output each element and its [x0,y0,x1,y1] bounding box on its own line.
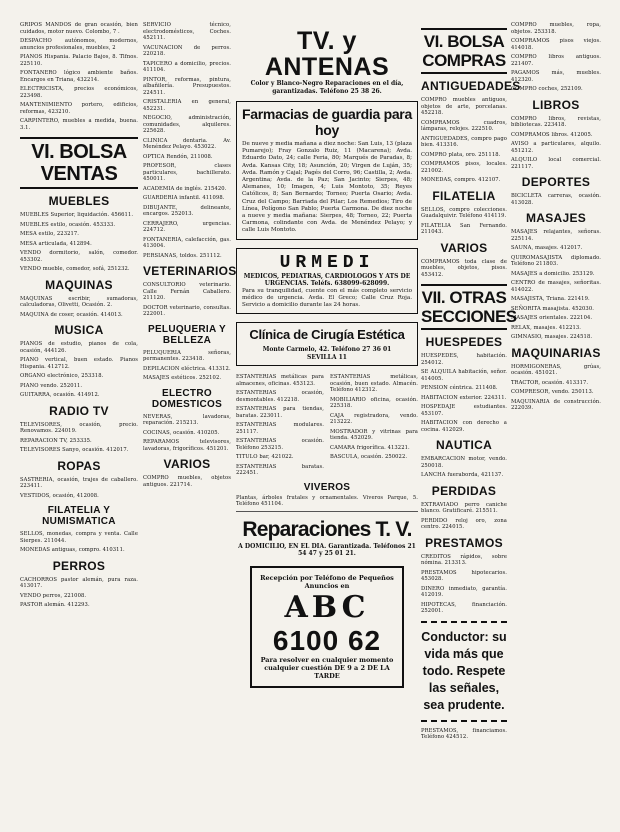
classified-ad: GUITARRA, ocasión. 414912. [20,392,100,398]
category-heading: NAUTICA [435,438,493,452]
classified-ad: HABITACION exterior. 224311. [421,394,507,401]
classified-ad: BICICLETA carreras, ocasión. 413028. [511,193,601,206]
classified-ad: COMPRO coches, 252109. [511,86,583,92]
category-heading: PERDIDAS [431,483,497,498]
category-heading: ROPAS [57,458,101,473]
viveros-title: VIVEROS [303,481,351,493]
classified-ad: QUIROMASAJISTA diplomado. Teléfono 211803. [511,254,601,267]
classified-ad: MAQUINARIA de construcción. 222039. [511,398,601,411]
classified-ad: CARPINTERO, muebles a medida, buena. 3.1. [20,118,138,131]
classified-ad: GUARDERIA infantil. 411098. [143,195,225,201]
farmacias-title: Farmacias de guardia para hoy [242,106,412,138]
classified-ad: VACUNACION de perros. 220218. [143,44,231,57]
classified-ad: PIANO vertical, buen estado. Pianos Hispania. 412712. [20,357,138,370]
classified-ad: GRIPOS MANDOS de gran ocasión, bien cuidados, motor nuevo. Colombo, 7 . [20,22,138,35]
classified-ad: COMPRO libros, revistas, bibliotecas. 223418. [511,115,601,128]
classified-ad: ESTANTERIAS ocasión. Teléfono 253215. [236,438,324,451]
category-heading: MASAJES [525,211,587,225]
classified-ad: ACADEMIA de inglés. 215420. [143,185,227,192]
column-4 [421,22,521,828]
urmedi-title: URMEDI [279,252,375,273]
classified-ad: MAQUINAS escribir, sumadoras, calculadoras, Olivetti, Ocasión. 2. [20,295,138,308]
urmedi-subtitle: MEDICOS, PEDIATRAS, CARDIOLOGOS Y ATS DE URGENCIAS. Teléfs. 638099-628099. [243,272,411,288]
classified-ad: PRESTAMOS hipotecarios. 453028. [421,569,507,582]
classified-ad: PELUQUERIA señoras, permanentes. 223418. [143,349,231,362]
abc-logo: ABC [284,589,370,625]
category-heading: RADIO TV [49,403,109,418]
classified-ad: COMPRO muebles, objetos antiguos. 221714. [143,475,231,488]
column-2 [143,22,237,828]
classified-ad: REPARAMOS televisores, lavadoras, frigoríficos. 451201. [143,439,231,452]
section-heading: VI. BOLSA COMPRAS [421,28,507,74]
classified-ad: HUESPEDES, habitación. 254012. [421,353,507,366]
clinica-box [236,322,418,366]
classified-ad: CERRAJERO, urgencias. 224712. [143,220,231,233]
abc-box-top-text: Recepción por Teléfono de Pequeños Anuncios en [260,573,394,590]
classified-ad: MOSTRADOR y vitrinas para tienda. 452029. [330,428,418,442]
classified-ad: SELLOS, monedas, compra y venta. Calle Sierpes. 211044. [20,531,138,544]
classified-ad: MASAJES estéticos. 252102. [143,375,222,381]
classified-ad: COMPRAMOS pisos viejos. 414018. [511,38,601,51]
clinica-city: SEVILLA 11 [307,353,347,361]
classified-ad: COMPRO libros antiguos. 221407. [511,54,601,67]
farmacias-text: De nueve y media mañana a diez noche: San Luis, 13 (plaza Pumarejo); Fray Gonzalo Ruiz, 11 (Macarena); Avda. Eduardo Dato, 24; calle Feria, 80; Marqués de Paradas, 8; Avda. Kansas City, 18; Asunción, 20; Virgen de Luján, 35; Avda. Ramón y Cajal; Pagés del Corro, 96; Castilla, 2; Avda. Argentina; Avda. de la Paz; San Jacinto; Sierpes, 48; Alemanes, 10; Imagen, 4; Luis Montoto, 35; Reyes Católicos, 8; San Bernardo; Torneo; Puerta Osario; Avda. Cruz del Campo; Barriada del Pilar; Los Remedios; Tiro de Línea, Polígono San Pablo; Puerta Carmona. De diez noche a nueve y media mañana: Sierpes, 48; Torneo, 22; Puerta Carmona, colindante con Avda. de Menéndez Pelayo; y calle Luis Montoto. [242,141,413,234]
classified-ad: MANTENIMIENTO portero, edificios, reformas, 423210. [20,102,138,115]
classified-ad: HIPOTECAS, financiación. 252001. [421,601,507,614]
classified-ad: COMPRAMOS cuadros, lámparas, relojes. 222510. [421,119,507,132]
category-heading: VARIOS [440,240,488,255]
category-heading: MAQUINARIAS [511,345,601,360]
classified-ad: MONEDAS antiguas, compro. 410311. [20,547,125,553]
column-1 [20,22,138,828]
clinica-address: Monte Carmelo, 42. Teléfono 27 36 01 [262,346,392,354]
category-heading: MAQUINAS [45,277,113,292]
classified-ad: RELAX, masajes. 412213. [511,324,582,331]
classified-ad: EXTRAVIADO perro caniche blanco. Gratificaré. 215511. [421,501,507,514]
classified-ad: CONSULTORIO veterinario. Calle Fernán Caballero. 211120. [143,282,231,301]
category-heading: FILATELIA Y NUMISMATICA [42,505,116,527]
viveros-ad [236,482,418,508]
classified-ad: GIMNASIO, masajes. 224518. [511,334,593,340]
divider [236,511,418,512]
classified-ad: NEVERAS, lavadoras, reparación. 215213. [143,413,231,426]
urmedi-text: Para su tranquilidad, cuente con el más completo servicio médico de urgencia. Avda. El Greco; Calle Cruz Roja. Servicio a domicilio durante las 24 horas. [242,287,412,309]
abc-phone-number: 6100 62 [272,624,382,656]
classified-ad: ESTANTERIAS metálicas, ocasión, buen estado. Almacén. Teléfono 412312. [330,374,418,394]
classified-ad: SEÑORITA masajista. 452030. [511,305,594,312]
classified-ad: TAPICERO a domicilio, precios. 411104. [143,60,231,73]
classified-ad: COMPRESOR, vendo. 250113. [511,389,594,395]
category-heading: PELUQUERIA Y BELLEZA [147,323,227,346]
reparaciones-title: Reparaciones T. V. [242,517,412,541]
clinica-title: Clínica de Cirugía Estética [249,327,405,343]
small-ads-row [236,374,418,480]
tv-antenas-title: TV. y ANTENAS [264,27,390,81]
classified-ad: BASCULA, ocasión. 250022. [330,454,408,461]
classified-ad: PENSION céntrica. 211408. [421,385,498,391]
classified-ad: CAJA registradora, vendo. 213222. [330,412,418,426]
column-5 [511,22,601,828]
category-heading: LIBROS [532,97,580,112]
classified-ad: COMPRO muebles, ropa, objetos. 253318. [511,22,601,35]
classified-ad: DOCTOR veterinario, consultas. 222001. [143,304,231,317]
classified-ad: MOBILIARIO oficina, ocasión. 225318. [330,396,418,410]
classified-ad: DEPILACION eléctrica. 413312. [143,365,231,372]
classified-ad: DESPACHO autónomos, modernos, anuncios profesionales, muebles, 2 [20,38,138,51]
category-heading: VETERINARIOS [143,264,237,278]
small-ads-right [330,374,418,480]
classified-ad: PIANO vendo. 252011. [20,382,83,389]
section-heading: VI. BOLSA VENTAS [20,137,138,189]
category-heading: HUESPEDES [425,335,503,349]
category-heading: VARIOS [163,457,211,471]
classified-ad: LANCHA fueraborda, 421137. [421,472,504,478]
abc-box-bottom-text: Para resolver en cualquier momento cualquier cuestión DE 9 a 2 DE LA TARDE [260,655,394,680]
classified-ad: MONEDAS, compro. 412107. [421,177,501,183]
classified-ad: OPTICA Rendón, 211008. [143,153,213,160]
section-heading: VII. OTRAS SECCIONES [421,284,507,330]
classified-ad: PIANOS de estudio, pianos de cola, ocasión, 444126. [20,341,138,354]
classified-ad: MASAJES orientales. 222104. [511,315,593,321]
column-4-tail [421,728,507,741]
classified-ad: AVISO a particulares, alquilo. 451212. [511,141,601,154]
category-heading: PRESTAMOS [425,535,503,550]
classified-ad: COMPRAMOS toda clase de muebles, objetos, pisos. 453412. [421,258,507,278]
classified-ad: TRACTOR, ocasión. 413317. [511,379,589,386]
classified-ad: CREDITOS rápidos, sobre nómina. 213313. [421,553,507,566]
classified-ad: ESTANTERIAS ocasión, desmontables. 412218. [236,390,324,403]
classified-ad: SAUNA, masajes. 412017. [511,245,583,251]
classified-ad: PROFESOR, clases particulares, bachillerato. 450011. [143,163,231,182]
classified-ad: ESTANTERIAS modulares. 251117. [236,422,324,435]
classified-ad: SELLOS, compro colecciones. Guadalquivir. Teléfono 414119. [421,206,507,219]
classified-ad: CACHORROS pastor alemán, pura raza. 413017. [20,576,138,589]
classified-ad: VESTIDOS, ocasión, 412008. [20,492,99,499]
classified-ad: SERVICIO técnico, electrodomésticos, Coches. 452111. [143,22,231,41]
farmacias-box [236,101,418,240]
classified-ad: PRESTAMOS, financiamos. Teléfono 424512. [421,727,507,740]
small-ads-left [236,374,324,480]
classified-ad: MASAJES a domicilio. 253129. [511,270,595,277]
category-heading: FILATELIA [432,188,496,203]
category-heading: MUEBLES [48,194,110,208]
classified-ad: TELEVISORES Sanyo, ocasión. 412017. [20,447,129,453]
classified-ad: COMPRAMOS pisos, locales. 221002. [421,161,507,174]
classified-ad: PAGAMOS más, muebles. 412320. [511,70,601,83]
classified-ad: HOSPEDAJE estudiantes. 453107. [421,404,507,417]
category-heading: PERROS [52,558,106,573]
abc-phone-box [250,566,404,688]
urmedi-box [236,248,418,315]
classified-ad: EMBARCACION motor, vendo. 250018. [421,456,507,469]
classified-ad: FILATELIA San Fernando. 211043. [421,222,507,235]
classified-ad: ESTANTERIAS metálicas para almacenes, oficinas. 453123. [236,374,324,387]
column-3 [236,22,418,828]
classified-ad: MUEBLES Superior, liquidación. 456611. [20,212,134,218]
classified-ad: HABITACION con derecho a cocina. 412029. [421,420,507,433]
classified-ad: PERSIANAS, toldos. 251112. [143,252,222,259]
classified-ad: PASTOR alemán. 412293. [20,602,90,608]
classified-ad: MESA estilo, 223217. [20,231,80,237]
classified-ad: MASAJES relajantes, señoras. 225114. [511,229,601,242]
category-heading: MUSICA [54,323,104,337]
classified-ad: VENDO mueble, comedor, sofá, 251232. [20,266,130,272]
classified-ad: COMPRO plata, oro. 251118. [421,151,501,158]
classified-ad: DINERO inmediato, garantía. 412019. [421,585,507,598]
viveros-text: Plantas, árboles frutales y ornamentales. Viveros Parque, 5. Teléfono 451104. [236,494,418,508]
classified-ad: MESA articulada, 412894. [20,240,92,247]
classified-ad: PINTOR, reformas, pintura, albañilería. Presupuestos. 224511. [143,76,231,96]
classified-ad: FONTANERO lógico ambiente baños. Encargos en Triana, 432214. [20,70,138,83]
classified-ad: REPARACION TV, 253335. [20,437,92,444]
classified-ad: SASTRERIA, ocasión, trajes de caballero. 223411. [20,476,138,489]
classified-ad: ESTANTERIAS para tiendas, baratas. 223011. [236,406,324,419]
conductor-notice: Conductor: su vida más que todo. Respete las señales, sea prudente. [421,621,507,722]
classified-ad: CLINICA dentaria. Av. Menéndez Pelayo. 453022. [143,137,231,150]
classified-ad: VENDO perros, 221008. [20,592,87,599]
classified-ad: PERDIDO reloj oro, zona centro. 224015. [421,517,507,530]
classified-ad: HORMIGONERAS, grúas, ocasión. 451021. [511,363,601,376]
category-heading: DEPORTES [521,175,591,189]
classified-ad: CENTRO de masajes, señoritas. 414022. [511,280,601,293]
classified-ad: MUEBLES estilo, ocasión. 453333. [20,221,116,228]
classified-ad: SE ALQUILA habitación, señor. 414005. [421,369,507,382]
classified-ad: PIANOS Hispania. Palacio Bajos, 8. Tlfnos. 225110. [20,54,138,67]
classified-ad: ALQUILO local comercial. 221117. [511,157,601,170]
classified-ad: CAMARA frigorífica. 413221. [330,444,410,451]
classified-ad: ESTANTERIAS baratas. 222451. [236,463,324,477]
classified-ad: ORGANO electrónico, 253318. [20,373,104,379]
reparaciones-text: A DOMICILIO, EN EL DIA. Garantizada. Teléfonos 21 54 47 y 25 01 21. [238,542,416,558]
classified-ad: CRISTALERIA en general, 452231. [143,99,231,112]
classified-ad: TELEVISORES, ocasión, precio. Renovamos. 224019. [20,421,138,434]
category-heading: ANTIGUEDADES [421,79,521,93]
classified-ad: DIBUJANTE, delineante, encargos. 252013. [143,204,231,217]
classified-ad: COMPRAMOS libros. 412005. [511,131,593,138]
classified-ad: ELECTRICISTA, precios económicos, 223498. [20,86,138,99]
column-4-list [421,28,521,615]
classified-ad: MAQUINA de coser, ocasión. 414013. [20,311,123,318]
classified-ad: TITULO bar, 421022. [236,454,294,461]
classified-ad: VENDO dormitorio, salón, comedor. 453302. [20,250,138,263]
classified-ad: COMPRO muebles antiguos, objetos de arte, porcelanas. 452218. [421,97,507,116]
tv-antenas-subtitle: Color y Blanco-Negro Reparaciones en el día, garantizadas. Teléfono 25 38 26. [250,80,404,95]
category-heading: ELECTRO DOMESTICOS [151,387,223,410]
classified-ad: FONTANERIA, calefacción, gas. 413004. [143,236,231,249]
classified-ad: MASAJISTA, Triana. 221419. [511,296,590,302]
classified-ad: ANTIGUEDADES, compro pago bien. 413316. [421,135,507,148]
classified-ad: NEGOCIO, administración, comunidades, alquileres. 225628. [143,115,231,134]
classified-ad: COCINAS, ocasión. 410205. [143,429,220,436]
